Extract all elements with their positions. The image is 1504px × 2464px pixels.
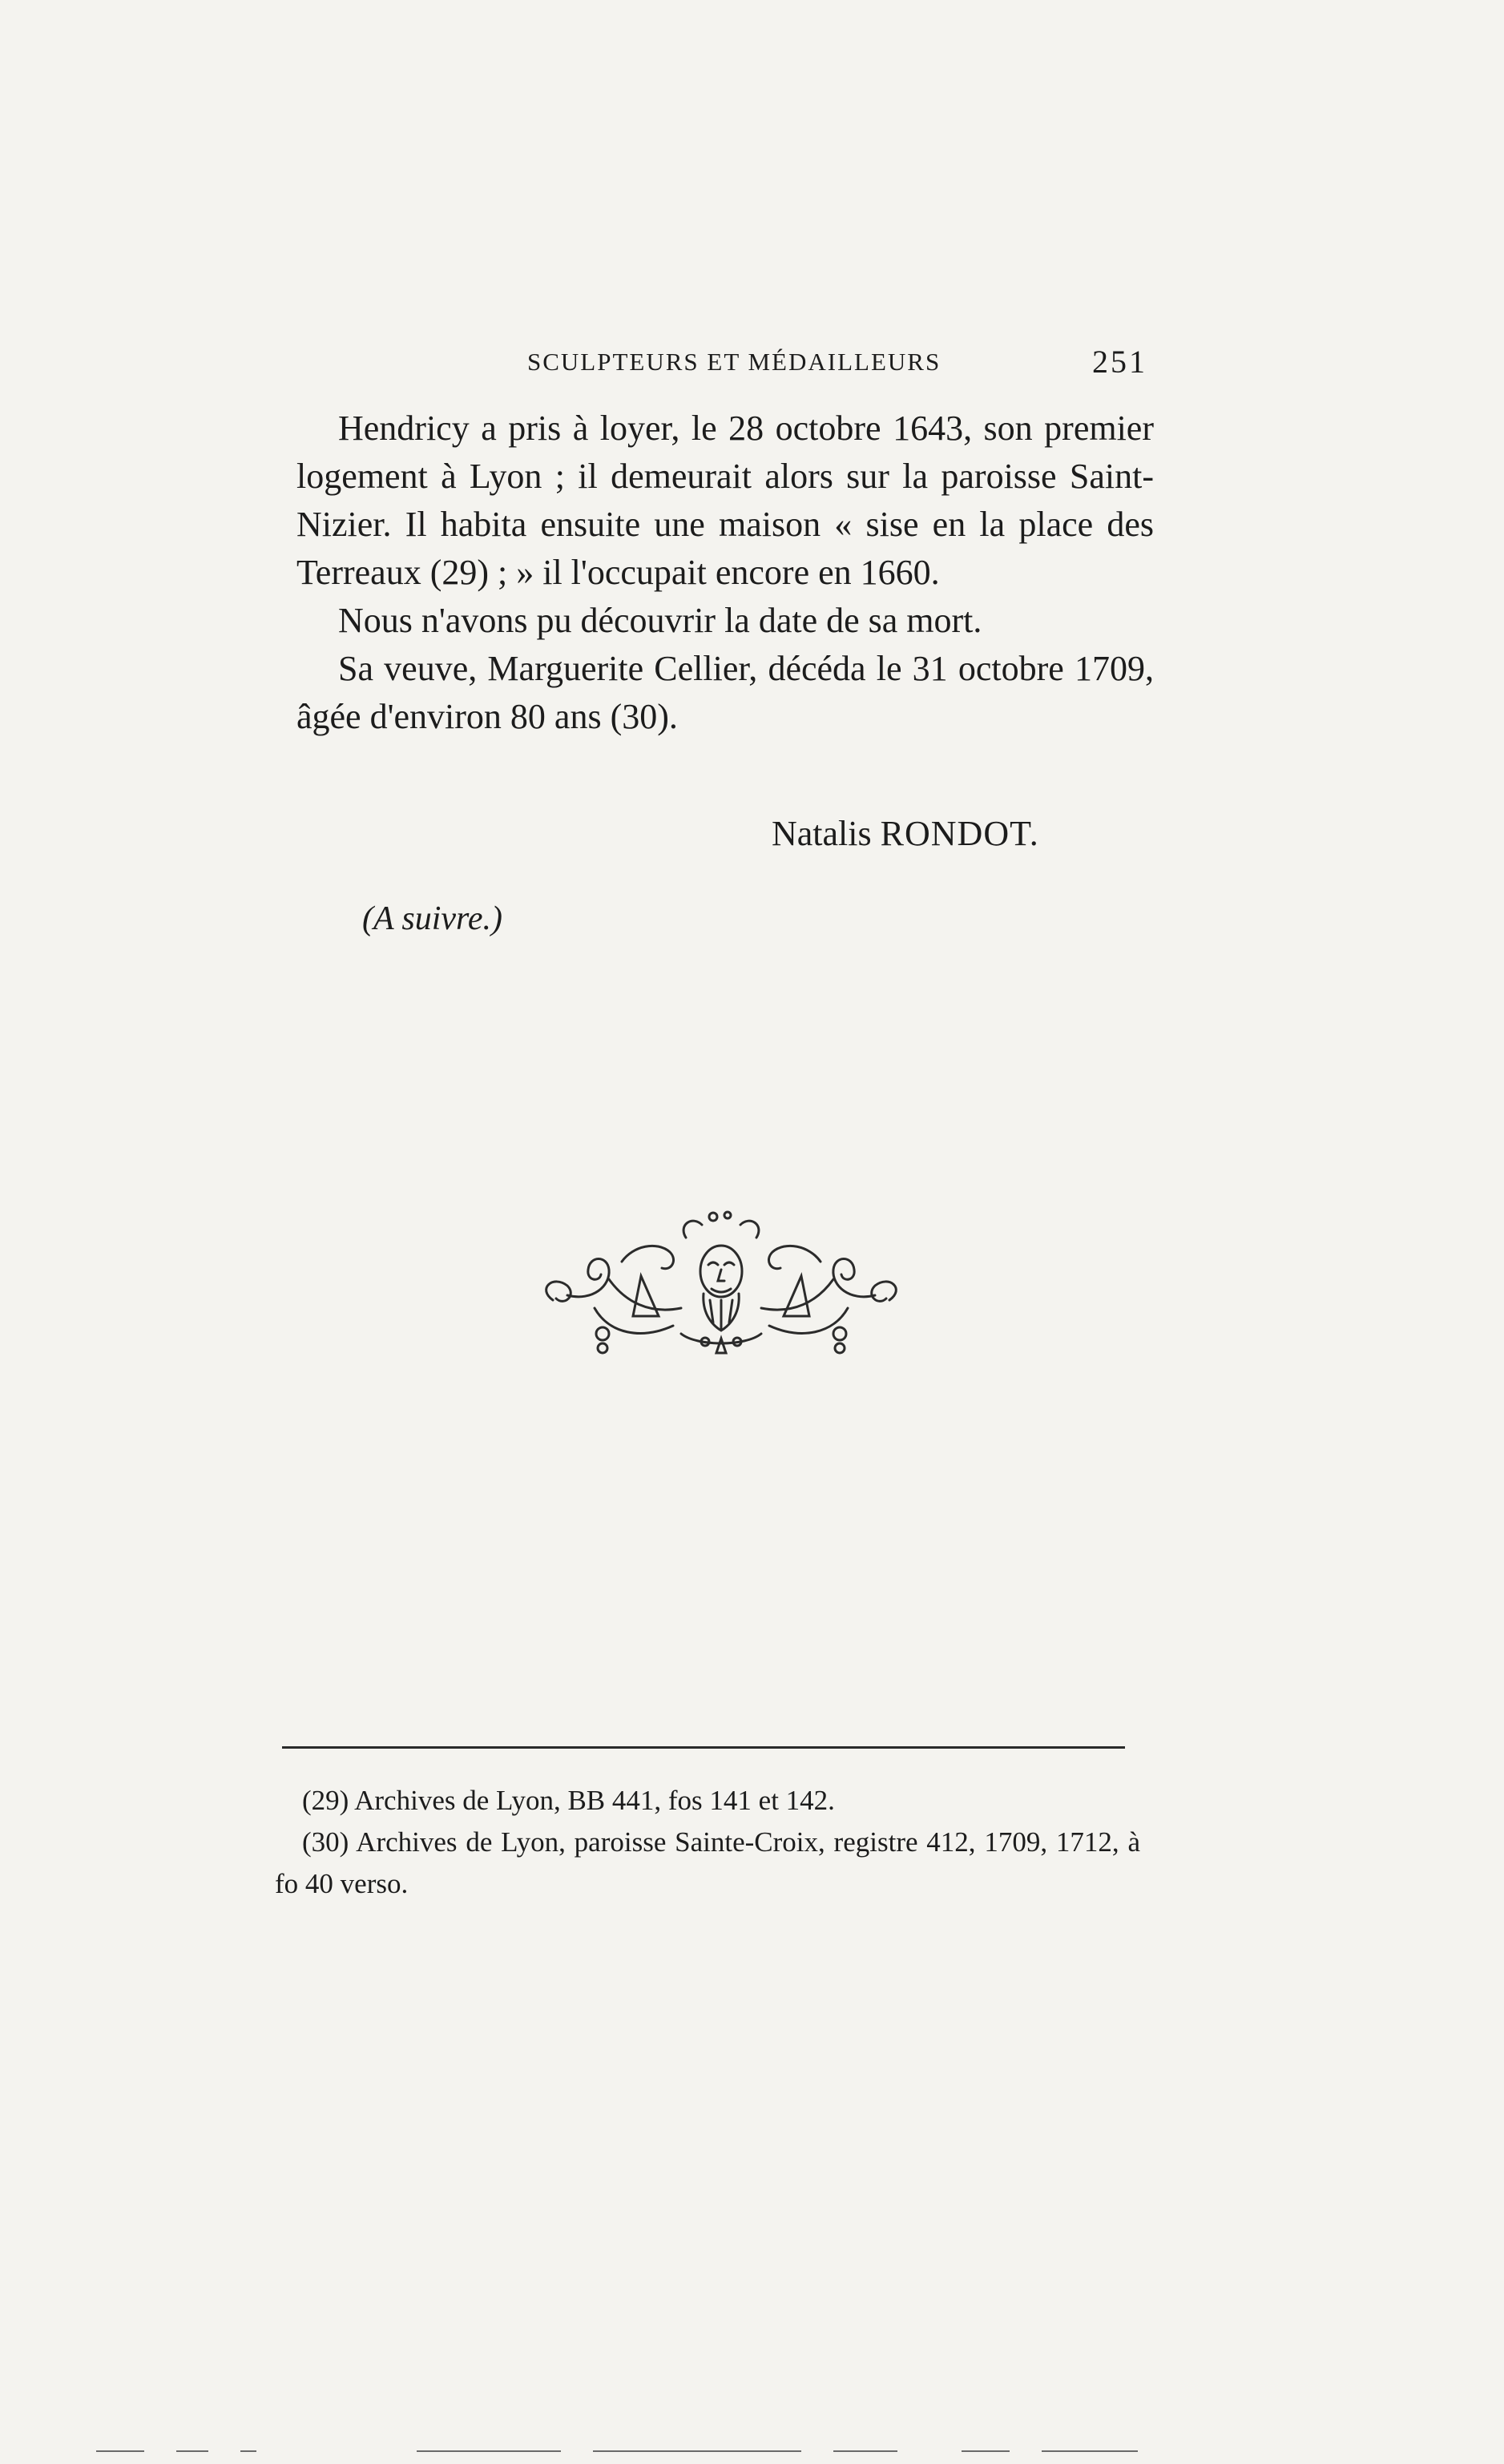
paragraph-1: Hendricy a pris à loyer, le 28 octobre 1643, son premier logement à Lyon ; il demeurait alors sur la paroisse Saint-Nizier. Il habita ensuite une maison « sise en la place des Terreaux (29) ; » il l'occupait encore en 1660. xyxy=(296,409,1154,592)
footnote-30: (30) Archives de Lyon, paroisse Sainte-Croix, registre 412, 1709, 1712, à fo 40 verso. xyxy=(275,1826,1140,1899)
paragraph-3: Sa veuve, Marguerite Cellier, décéda le 31 octobre 1709, âgée d'environ 80 ans (30). xyxy=(296,649,1154,736)
running-head xyxy=(296,343,1155,391)
footnotes xyxy=(275,1780,1140,1905)
body-text xyxy=(296,405,1154,741)
footnote-29: (29) Archives de Lyon, BB 441, fos 141 et 142. xyxy=(302,1785,835,1816)
paragraph-2: Nous n'avons pu découvrir la date de sa mort. xyxy=(338,601,982,640)
author-signature xyxy=(772,813,1039,854)
continuation-note: (A suivre.) xyxy=(362,900,502,937)
page-edge-marks xyxy=(0,2450,1504,2453)
running-title: SCULPTEURS ET MÉDAILLEURS xyxy=(527,348,942,376)
footnote-divider xyxy=(282,1746,1125,1749)
author-first-name: Natalis xyxy=(772,814,872,853)
grotesque-mask-scroll-ornament-icon xyxy=(521,1206,921,1366)
page-number: 251 xyxy=(1092,344,1147,380)
author-last-name: RONDOT. xyxy=(880,814,1039,853)
